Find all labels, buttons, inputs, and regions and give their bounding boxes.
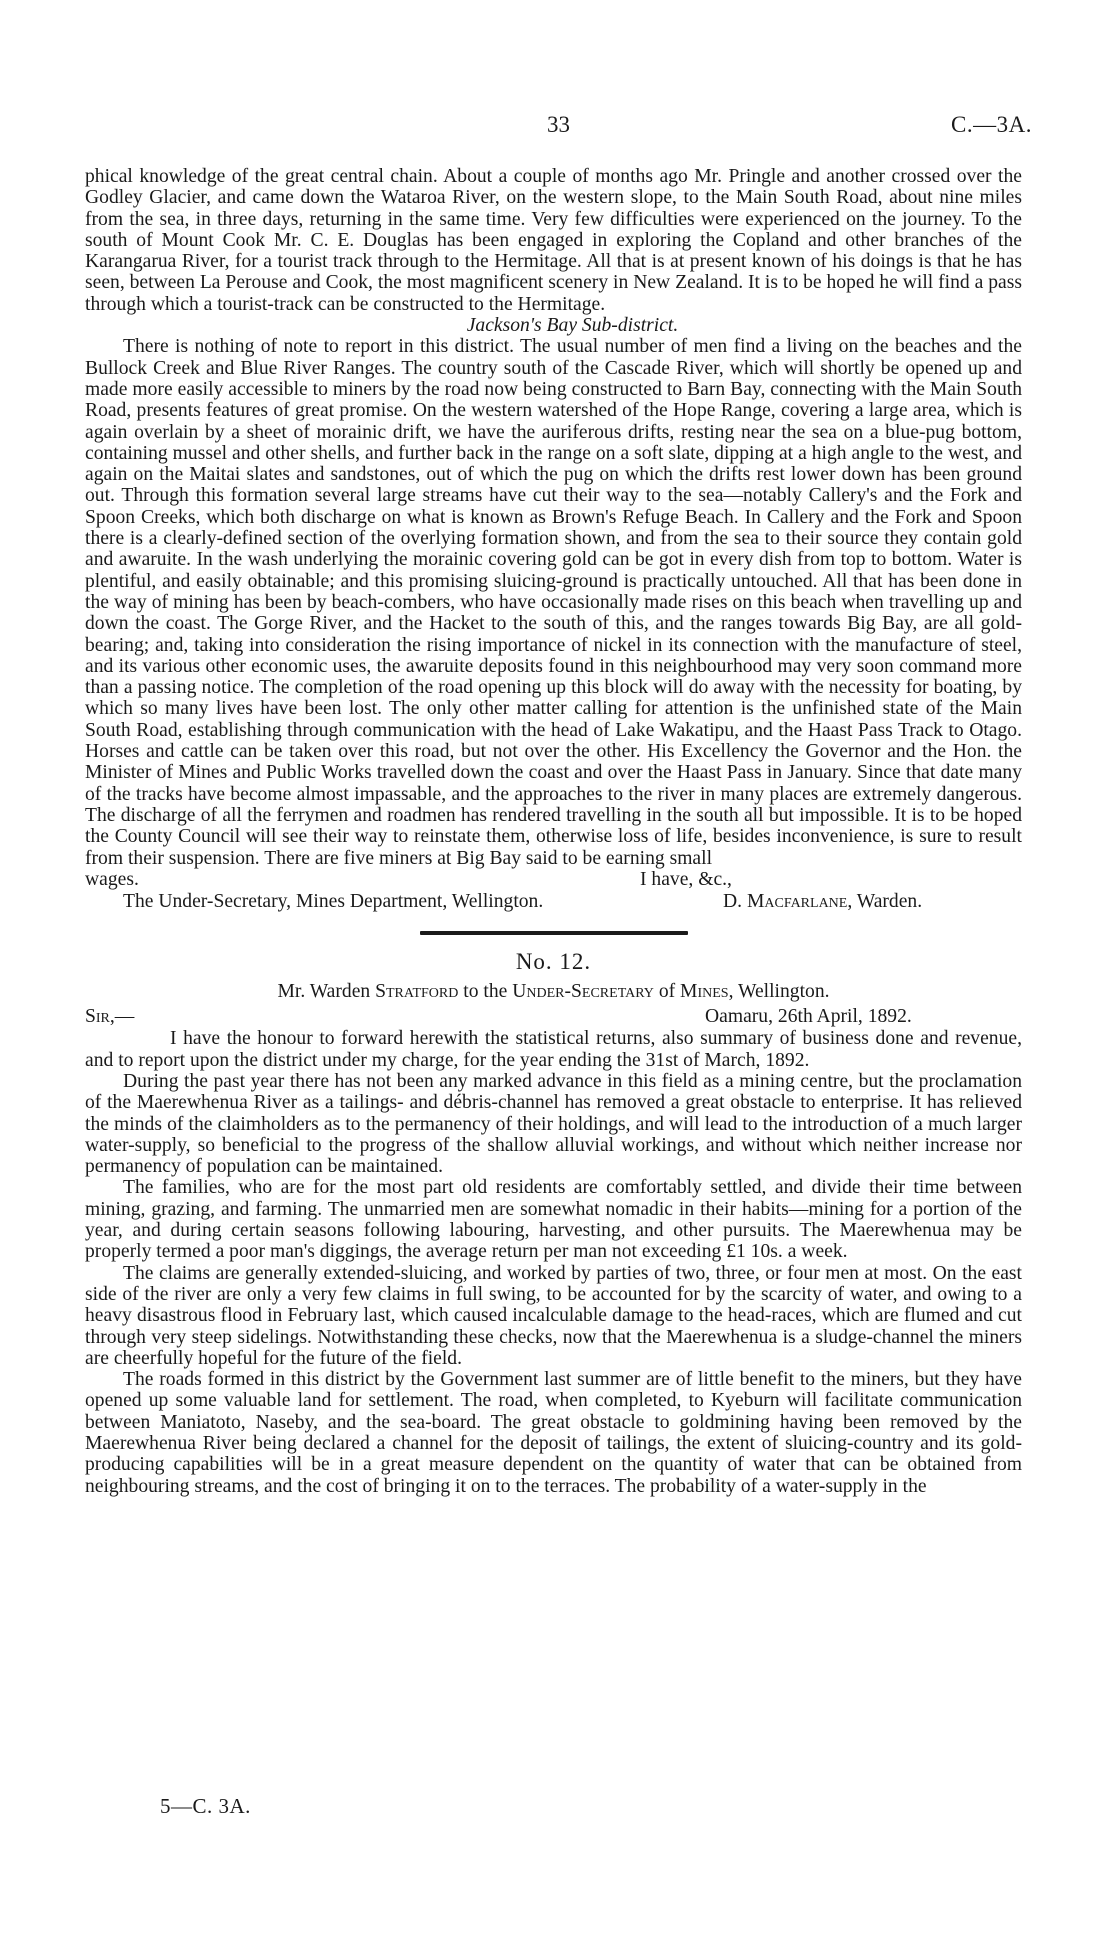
letter-paragraph: I have the honour to forward herewith the statistical returns, also summary of business done and revenue, and to report upon the district under my charge, for the year ending the 31st of March, 1892. [85, 1028, 1022, 1071]
page-number: 33 [547, 112, 570, 137]
sign-off: I have, &c., [640, 868, 732, 890]
signature-mark: 5—C. 3A. [160, 1794, 251, 1818]
addressee: The Under-Secretary, Mines Department, Wellington. [123, 890, 544, 912]
title-name-under-secretary: Under-Secretary [512, 981, 654, 1003]
title-part: of [653, 981, 681, 1003]
page-header [0, 112, 1114, 142]
title-part: Mr. Warden [277, 981, 376, 1003]
signature-name: D. Macfarlane [723, 890, 848, 912]
salutation-line [85, 1006, 1022, 1028]
letter-paragraph: The families, who are for the most part old residents are comfortably settled, and divide their time between mining, grazing, and farming. The unmarried men are somewhat nomadic in their habits—mining for a portion of the year, and during certain seasons following labouring, harvesting, and other pursuits. The Maerewhenua may be properly termed a poor man's diggings, the average return per man not exceeding £1 10s. a week. [85, 1177, 1022, 1263]
title-part: , Wellington. [728, 981, 830, 1003]
body-text [85, 166, 1022, 1497]
section-divider [420, 931, 688, 935]
letter-paragraph: During the past year there has not been any marked advance in this field as a mining centre, but the proclamation of the Maerewhenua River as a tailings- and débris-channel has removed a great obstacle to enterprise. It has relieved the minds of the claimholders as to the permanency of their holdings, and will lead to the introduction of a much larger water-supply, so beneficial to the progress of the shallow alluvial workings, and without which neither increase nor permanency of population can be maintained. [85, 1070, 1022, 1178]
subheading-jacksons-bay: Jackson's Bay Sub-district. [466, 315, 679, 337]
place-date: Oamaru, 26th April, 1892. [705, 1006, 912, 1028]
title-part: to the [458, 981, 513, 1003]
salutation: Sir,— [85, 1006, 135, 1028]
continued-paragraph: phical knowledge of the great central chain. About a couple of months ago Mr. Pringle and another crossed over the Godley Glacier, and came down the Wataroa River, on the western slope, to the Main South Road, about nine miles from the sea, in three days, returning in the same time. Very few difficulties were experienced on the journey. To the south of Mount Cook Mr. C. E. Douglas has been engaged in exploring the Copland and other branches of the Karangarua River, for a tourist track through to the Hermitage. All that is at present known of his doings is that he has seen, between La Perouse and Cook, the most magnificent scenery in New Zealand. It is to be hoped he will find a pass through which a tourist-track can be constructed to the Hermitage. [85, 166, 1022, 315]
letter-paragraph: The roads formed in this district by the Government last summer are of little benefit to the miners, but they have opened up some valuable land for settlement. The road, when completed, to Kyeburn will facilitate communication between Maniatoto, Naseby, and the sea-board. The great obstacle to goldmining having been removed by the Maerewhenua River being declared a channel for the deposit of tailings, the extent of sluicing-country and its gold-producing capabilities will be in a great measure dependent on the quantity of water that can be obtained from neighbouring streams, and the cost of bringing it on to the terraces. The probability of a water-supply in the [85, 1369, 1022, 1497]
section-title [85, 981, 1022, 1002]
closing-last-word: wages. [85, 868, 139, 890]
section-number: No. 12. [515, 948, 592, 974]
signature-title: , Warden. [847, 890, 923, 912]
addressee-line [85, 891, 1022, 915]
title-name-stratford: Stratford [375, 981, 459, 1003]
signature [723, 891, 922, 912]
document-reference: C.—3A. [951, 112, 1032, 137]
title-name-mines: Mines [680, 981, 729, 1003]
letter-paragraph: The claims are generally extended-sluicing, and worked by parties of two, three, or four men at most. On the east side of the river are only a very few claims in full swing, to be accounted for by the scarcity of water, and owing to a heavy disastrous flood in February last, which caused incalculable damage to the head-races, which are flumed and cut through very steep sidelings. Notwithstanding these checks, now that the Maerewhenua is a sludge-channel the miners are cheerfully hopeful for the future of the field. [85, 1262, 1022, 1369]
closing-line [85, 869, 1022, 891]
jacksons-bay-paragraph: There is nothing of note to report in this district. The usual number of men find a living on the beaches and the Bullock Creek and Blue River Ranges. The country south of the Cascade River, which will shortly be opened up and made more easily accessible to miners by the road now being constructed to Barn Bay, connecting with the Main South Road, presents features of great promise. On the western watershed of the Hope Range, covering a large area, which is again overlain by a sheet of morainic drift, we have the auriferous drifts, resting near the sea on a blue-pug bottom, containing mussel and other shells, and further back in the range on a soft slate, dipping at a high angle to the west, and again on the Maitai slates and sandstones, out of which the pug on which the drifts rest lower down has been ground out. Through this formation several large streams have cut their way to the sea—notably Callery's and the Fork and Spoon Creeks, which both discharge on what is known as Brown's Refuge Beach. In Callery and the Fork and Spoon there is a clearly-defined section of the overlying formation shown, and from the sea to their source they contain gold and awaruite. In the wash underlying the morainic covering gold can be got in every dish from top to bottom. Water is plentiful, and easily obtainable; and this promising sluicing-ground is practically untouched. All that has been done in the way of mining has been by beach-combers, who have occasionally made rises on this beach when travelling up and down the coast. The Gorge River, and the Hacket to the south of this, and the ranges towards Big Bay, are all gold-bearing; and, taking into consideration the rising importance of nickel in its connection with the manufacture of steel, and its various other economic uses, the awaruite deposits found in this neighbourhood may very soon command more than a passing notice. The completion of the road opening up this block will do away with the necessity for boating, by which so many lives have been lost. The only other matter calling for attention is the unfinished state of the Main South Road, establishing through communication with the head of Lake Wakatipu, and the Haast Pass Track to Otago. Horses and cattle can be taken over this road, but not over the other. His Excellency the Governor and the Hon. the Minister of Mines and Public Works travelled down the coast and over the Haast Pass in January. Since that date many of the tracks have become almost impassable, and the approaches to the river in many places are extremely dangerous. The discharge of all the ferrymen and roadmen has rendered travelling in the south all but impossible. It is to be hoped the County Council will see their way to reinstate them, otherwise loss of life, besides inconvenience, is sure to result from their suspension. There are five miners at Big Bay said to be earning small [85, 336, 1022, 869]
